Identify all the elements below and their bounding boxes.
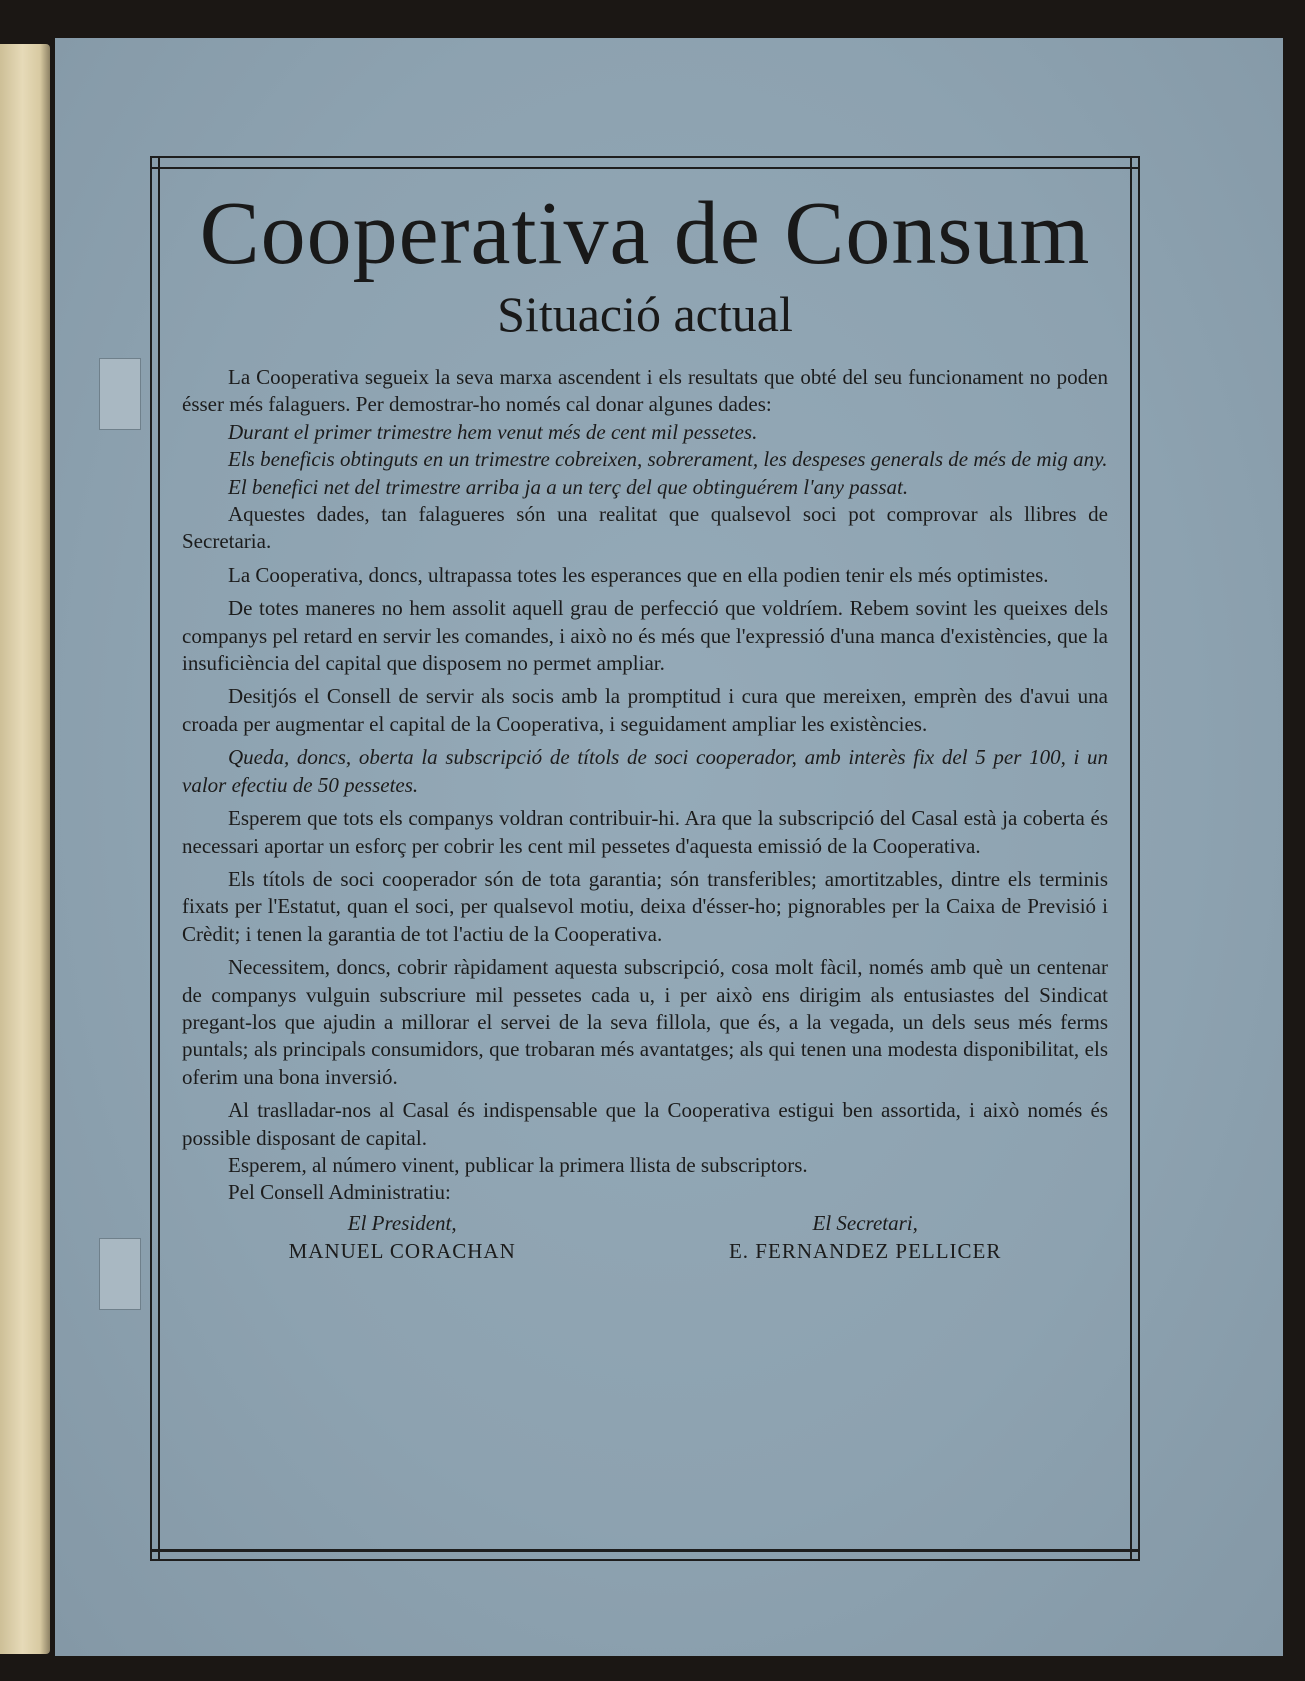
article-title: Cooperativa de Consum [199, 184, 1091, 283]
paragraph-italic: Queda, doncs, oberta la subscripció de títols de soci cooperador, amb interès fix del 5 per 100, i un valor efectiu de 50 pessetes. [182, 745, 1108, 797]
decorative-frame [150, 156, 1140, 1561]
paragraph: Necessitem, doncs, cobrir ràpidament aquesta subscripció, cosa molt fàcil, només amb què un centenar de companys vulguin subscriure mil pessetes cada u, i per això ens dirigim als entusiastes del Sindicat pregant-los que ajudin a millorar el servei de la seva fillola, que és, a la vegada, un dels seus més ferms puntals; als principals consumidors, que trobaran més avantatges; als qui tenen una modesta disponibilitat, els oferim una bona inversió. [182, 955, 1108, 1089]
president-role: El President, [347, 1210, 457, 1235]
paragraph: La Cooperativa, doncs, ultrapassa totes les esperances que en ella podien tenir els més optimistes. [228, 562, 1049, 587]
paragraph: La Cooperativa segueix la seva marxa ascendent i els resultats que obté del seu funcionament no poden ésser més falaguers. Per demostrar-ho només cal donar algunes dades: [182, 365, 1108, 417]
paragraph-italic: El benefici net del trimestre arriba ja a un terç del que obtinguérem l'any passat. [228, 474, 909, 499]
book-binding-edge [0, 44, 50, 1654]
article-subtitle: Situació actual [497, 286, 793, 342]
secretary-role: El Secretari, [812, 1210, 918, 1235]
paragraph-italic: Els beneficis obtinguts en un trimestre cobreixen, sobrerament, les despeses generals de més de mig any. [228, 447, 1108, 472]
article-body [182, 364, 1108, 1207]
frame-rule-right [1130, 156, 1140, 1561]
frame-rule-top [150, 156, 1140, 169]
paragraph-italic: Durant el primer trimestre hem venut més de cent mil pessetes. [228, 419, 758, 444]
page [55, 38, 1283, 1656]
paragraph: Els títols de soci cooperador són de tota garantia; són transferibles; amortitzables, dintre els terminis fixats per l'Estatut, quan el soci, per qualsevol motiu, deixa d'ésser-ho; pignorables per la Caixa de Previsió i Crèdit; i tenen la garantia de tot l'actiu de la Cooperativa. [182, 866, 1108, 946]
signature-secretary [729, 1209, 1001, 1265]
paper-tab [99, 358, 141, 430]
paragraph: Esperem, al número vinent, publicar la primera llista de subscriptors. [228, 1152, 808, 1177]
paragraph: Aquestes dades, tan falagueres són una realitat que qualsevol soci pot comprovar als llibres de Secretaria. [182, 502, 1108, 554]
frame-rule-bottom [150, 1549, 1140, 1561]
paragraph: Esperem que tots els companys voldran contribuir-hi. Ara que la subscripció del Casal està ja coberta és necessari aportar un esforç per cobrir les cent mil pessetes d'aquesta emissió de la Cooperativa. [182, 806, 1108, 858]
paragraph: Al traslladar-nos al Casal és indispensable que la Cooperativa estigui ben assortida, i això només és possible disposant de capital. [182, 1098, 1108, 1150]
paragraph: Desitjós el Consell de servir als socis amb la promptitud i cura que mereixen, emprèn des d'avui una croada per augmentar el capital de la Cooperativa, i seguidament ampliar les existències. [182, 684, 1108, 736]
secretary-name: E. FERNANDEZ PELLICER [728, 1238, 1002, 1263]
signature-president [289, 1209, 516, 1265]
signatures [182, 1209, 1108, 1265]
paragraph: Pel Consell Administratiu: [228, 1180, 451, 1205]
frame-rule-left [150, 156, 160, 1561]
article [182, 184, 1108, 1537]
president-name: MANUEL CORACHAN [288, 1238, 516, 1263]
paper-tab [99, 1238, 141, 1310]
paragraph: De totes maneres no hem assolit aquell grau de perfecció que voldríem. Rebem sovint les queixes dels companys pel retard en servir les comandes, i això no és més que l'expressió d'una manca d'existències, que la insuficiència del capital que disposem no permet ampliar. [182, 596, 1108, 676]
